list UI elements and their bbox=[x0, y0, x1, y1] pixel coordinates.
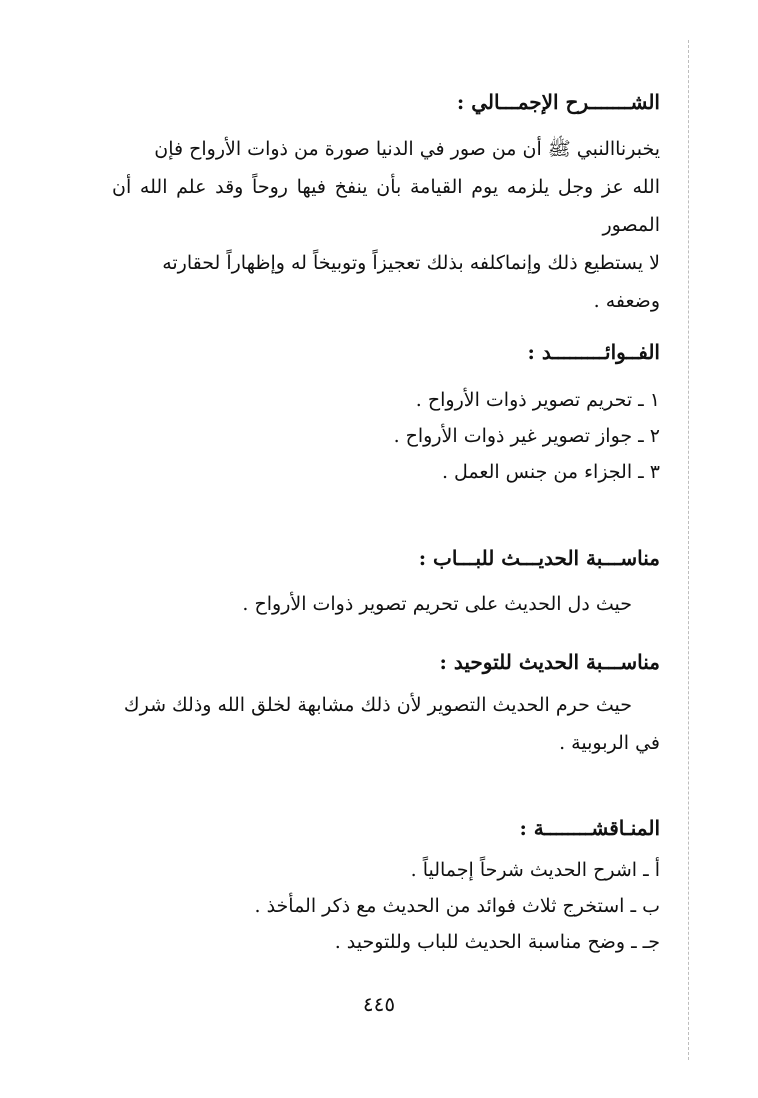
benefit-item: ١ ـ تحريم تصوير ذوات الأرواح . bbox=[415, 389, 660, 411]
summary-line: الله عز وجل يلزمه يوم القيامة بأن ينفخ فيها روحاً وقد علم الله أن المصور bbox=[112, 176, 660, 236]
benefits-section bbox=[112, 336, 660, 368]
benefit-item: ٢ ـ جواز تصوير غير ذوات الأرواح . bbox=[393, 425, 660, 447]
benefits-heading: الفــوائـــــــــد : bbox=[527, 340, 660, 364]
discussion-section bbox=[112, 812, 660, 844]
benefits-list bbox=[112, 382, 660, 490]
discussion-item: أ ـ اشرح الحديث شرحاً إجمالياً . bbox=[410, 859, 660, 881]
benefit-item: ٣ ـ الجزاء من جنس العمل . bbox=[441, 461, 660, 483]
summary-line: يخبرناالنبي ﷺ أن من صور في الدنيا صورة من ذوات الأرواح فإن bbox=[154, 138, 660, 160]
chapter-relevance-section bbox=[112, 542, 660, 574]
chapter-relevance-body bbox=[112, 586, 660, 622]
tawhid-relevance-body bbox=[112, 686, 660, 762]
chapter-relevance-line: حيث دل الحديث على تحريم تصوير ذوات الأرواح . bbox=[242, 593, 632, 615]
page-number: ٤٤٥ bbox=[362, 992, 396, 1016]
discussion-heading: المنـاقشــــــــة : bbox=[519, 816, 660, 840]
tawhid-relevance-section bbox=[112, 646, 660, 678]
discussion-list bbox=[112, 852, 660, 960]
tawhid-relevance-line: حيث حرم الحديث التصوير لأن ذلك مشابهة لخلق الله وذلك شرك bbox=[123, 694, 632, 716]
discussion-item: جـ ـ وضح مناسبة الحديث للباب وللتوحيد . bbox=[334, 931, 660, 953]
tawhid-relevance-line: في الربوبية . bbox=[559, 732, 660, 754]
summary-section bbox=[112, 86, 660, 118]
summary-paragraph bbox=[112, 130, 660, 320]
chapter-relevance-heading: مناســـبة الحديـــث للبـــاب : bbox=[418, 546, 660, 570]
summary-line: وضعفه . bbox=[593, 290, 660, 312]
margin-rule bbox=[688, 40, 689, 1060]
summary-heading: الشـــــــرح الإجمـــالي : bbox=[456, 90, 660, 114]
summary-line: لا يستطيع ذلك وإنماكلفه بذلك تعجيزاً وتوبيخاً له وإظهاراً لحقارته bbox=[162, 252, 660, 274]
tawhid-relevance-heading: مناســـبة الحديث للتوحيد : bbox=[439, 650, 660, 674]
discussion-item: ب ـ استخرج ثلاث فوائد من الحديث مع ذكر المأخذ . bbox=[254, 895, 660, 917]
